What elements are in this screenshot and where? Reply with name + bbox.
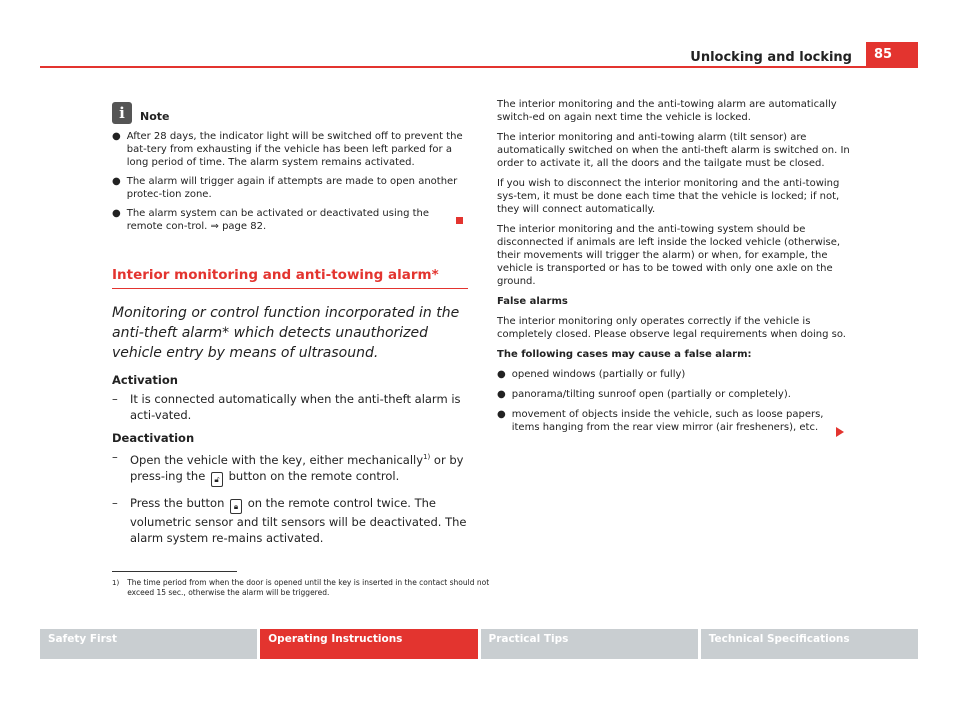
tab-practical-tips[interactable]: Practical Tips: [481, 629, 698, 659]
page-header-title: Unlocking and locking: [690, 50, 852, 65]
paragraph: The interior monitoring and the anti-towing system should be disconnected if animals are left inside the locked vehicle (otherwise, their movements will trigger the alarm) or when, for example, the vehicle is transported or has to be towed with only one axle on the ground.: [497, 224, 841, 287]
note-header: [112, 98, 468, 124]
bullet-icon: ●: [112, 208, 121, 219]
activation-heading: Activation: [112, 373, 178, 387]
paragraph: The interior monitoring and the anti-towing alarm are automatically switch-ed on again next time the vehicle is locked.: [497, 99, 837, 123]
footnote-text: The time period from when the door is opened until the key is inserted in the contact should not exceed 15 sec., otherwise the alarm will be triggered.: [127, 578, 490, 597]
right-column: [497, 98, 853, 441]
note-label: Note: [140, 110, 170, 123]
note-bullet: ● The alarm will trigger again if attempts are made to open another protec-tion zone.: [112, 176, 458, 200]
info-icon: i: [112, 102, 132, 124]
continue-arrow-icon: [836, 427, 844, 437]
tab-safety-first[interactable]: Safety First: [40, 629, 257, 659]
deactivation-heading: Deactivation: [112, 431, 195, 445]
tab-technical-specifications[interactable]: Technical Specifications: [701, 629, 918, 659]
paragraph: If you wish to disconnect the interior monitoring and the anti-towing sys-tem, it must be done each time that the vehicle is locked; if not, they will connect automatically.: [497, 178, 840, 215]
lock-key-icon: 🔒︎: [230, 499, 242, 514]
unlock-key-icon: 🔓︎: [211, 472, 223, 487]
activation-step: – It is connected automatically when the anti-theft alarm is acti-vated.: [112, 392, 461, 422]
footnote-rule: [112, 571, 237, 572]
section-end-marker: [456, 217, 463, 224]
list-item: ● movement of objects inside the vehicle, such as loose papers, items hanging from the rear view mirror (air fresheners), etc.: [497, 409, 824, 433]
list-item: ● opened windows (partially or fully): [497, 369, 686, 380]
deactivation-step-2: – Press the button 🔒︎ on the remote control twice. The volumetric sensor and tilt sensors will be deactivated. The alarm system re-mains activated.: [112, 495, 467, 545]
tab-operating-instructions[interactable]: Operating Instructions: [260, 629, 477, 659]
note-bullet: ● After 28 days, the indicator light will be switched off to prevent the bat-tery from exhausting if the vehicle has been left parked for a long period of time. The alarm system remains activated.: [112, 131, 463, 168]
footer-nav: [40, 629, 918, 659]
bullet-icon: ●: [497, 369, 506, 380]
header-rule: [40, 66, 918, 68]
left-column: [112, 98, 468, 554]
note-bullet: ● The alarm system can be activated or deactivated using the remote con-trol. ⇒ page 82.: [112, 208, 430, 232]
bullet-icon: ●: [497, 389, 506, 400]
bullet-icon: ●: [112, 176, 121, 187]
bullet-icon: ●: [497, 409, 506, 420]
list-item: ● panorama/tilting sunroof open (partially or completely).: [497, 389, 791, 400]
section-lead: Monitoring or control function incorporated in the anti-theft alarm* which detects unauthorized vehicle entry by means of ultrasound.: [112, 305, 460, 361]
footnote-mark: 1): [112, 579, 120, 587]
section-title: Interior monitoring and anti-towing alarm*: [112, 267, 468, 289]
deactivation-step-1: – Open the vehicle with the key, either mechanically$^{1)}$ or by press-ing the 🔓︎ button on the remote control.: [112, 449, 468, 487]
footnote: [112, 578, 492, 598]
paragraph: The interior monitoring and anti-towing alarm (tilt sensor) are automatically switched on when the anti-theft alarm is switched on. In order to activate it, all the doors and the tailgate must be closed.: [497, 132, 850, 169]
bullet-icon: ●: [112, 131, 121, 142]
cases-heading: The following cases may cause a false alarm:: [497, 349, 752, 360]
false-alarms-heading: False alarms: [497, 296, 568, 307]
paragraph: The interior monitoring only operates correctly if the vehicle is completely closed. Please observe legal requirements when doing so.: [497, 316, 846, 340]
page-number: 85: [866, 42, 918, 66]
